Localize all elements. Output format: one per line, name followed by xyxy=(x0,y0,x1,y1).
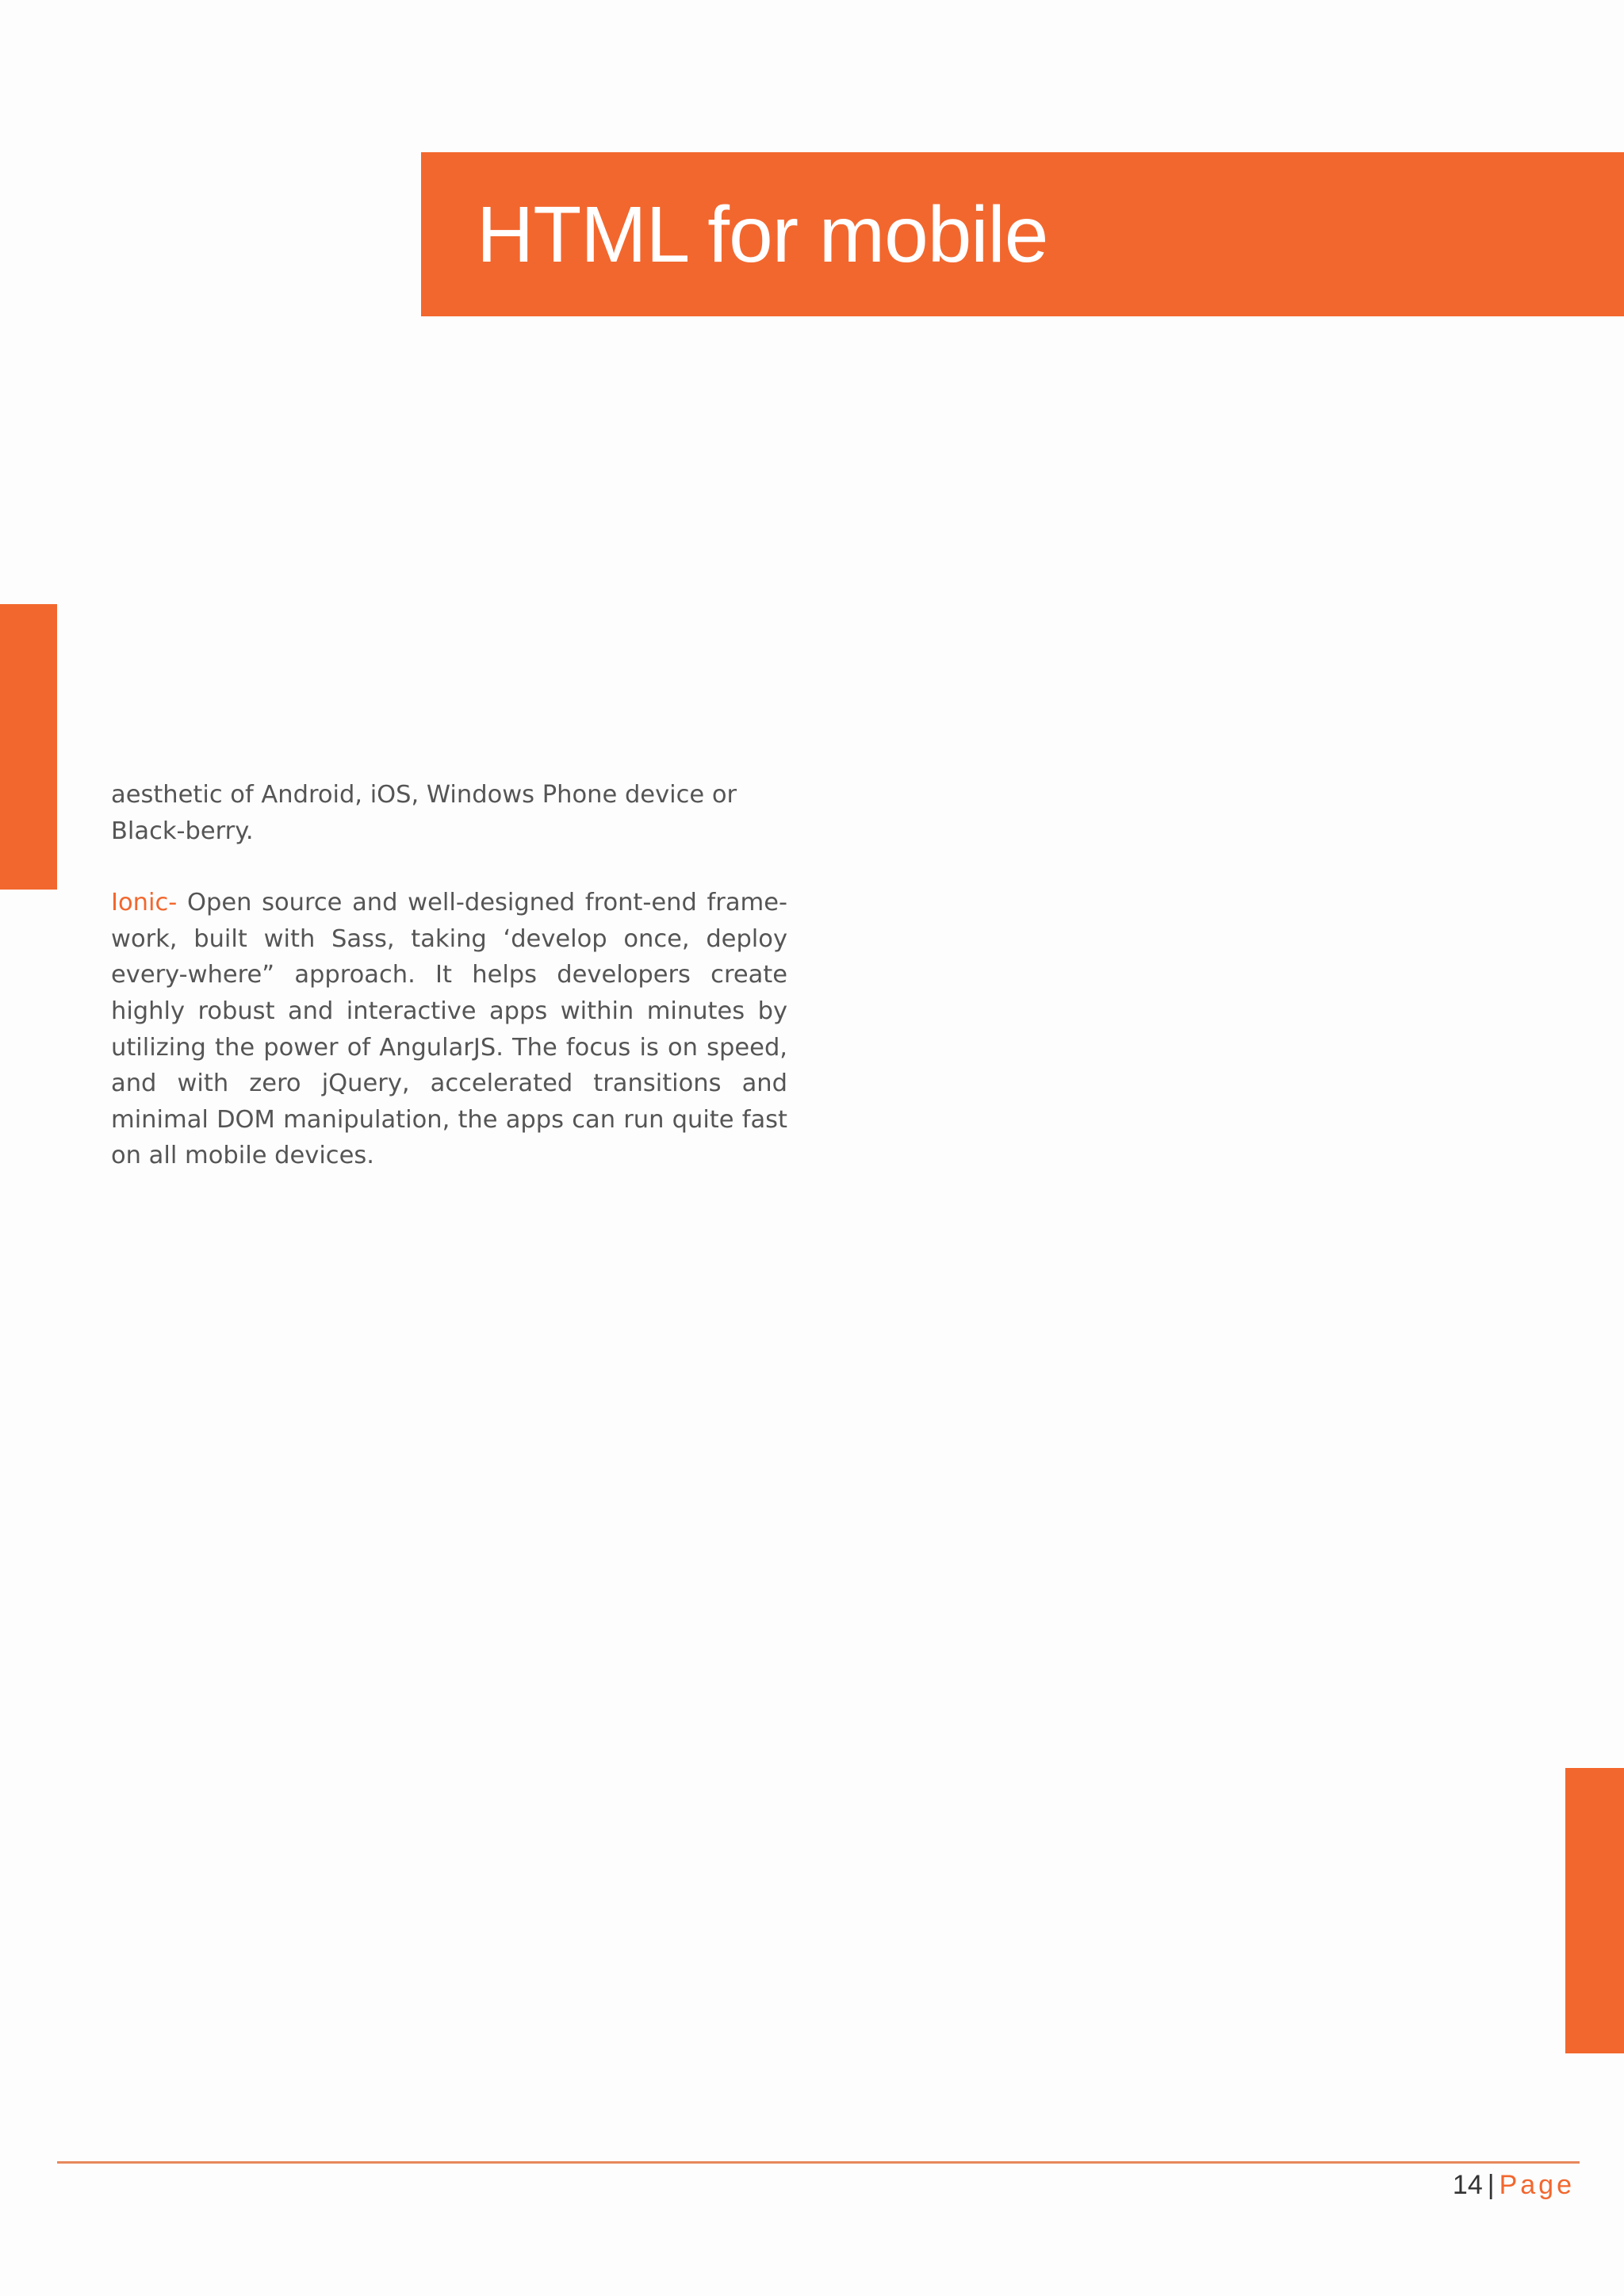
footer-separator: | xyxy=(1487,2170,1495,2200)
footer-divider xyxy=(57,2161,1580,2164)
term-ionic: Ionic- xyxy=(111,889,178,917)
paragraph-continuation: aesthetic of Android, iOS, Windows Phone device or Black-berry. xyxy=(111,781,737,845)
page-title: HTML for mobile xyxy=(477,190,1048,279)
body-text xyxy=(111,777,787,1174)
footer-page-number xyxy=(1453,2168,1575,2202)
page-number: 14 xyxy=(1452,2170,1483,2200)
header-banner xyxy=(421,152,1624,316)
left-accent-tab xyxy=(0,604,57,890)
paragraph-ionic xyxy=(111,885,787,1174)
right-accent-tab xyxy=(1565,1768,1624,2053)
paragraph-ionic-text: Open source and well-designed front-end frame-work, built with Sass, taking ‘develop once, deploy every-where” approach. It helps developers create highly robust and interactive apps within minutes by utilizing the power of AngularJS. The focus is on speed, and with zero jQuery, accelerated transitions and minimal DOM manipulation, the apps can run quite fast on all mobile devices. xyxy=(111,889,787,1170)
page-label: Page xyxy=(1499,2170,1575,2200)
